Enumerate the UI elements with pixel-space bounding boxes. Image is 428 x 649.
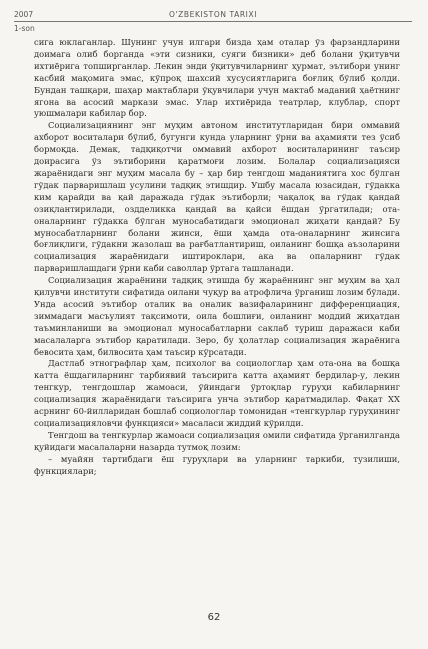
paragraph-1: сига юклаганлар. Шунинг учун илгари бизда ҳам оталар ўз фарзандларини доимага олиб борганда «эти сизники, суяги бизники» деб болани ўқитувчи ихтиёрига топширганлар. Лекин энди ўқитувчиларнинг ҳурмат, эътибори унинг касбий мақомига эмас, кўпроқ шахсий хусусиятларига боғлиқ бўлиб қолди. Бундан ташқари, шаҳар мактаблари ўқувчилари учун мактаб маданий ҳаётнинг ягона ва асосий маркази эмас. Улар ихтиёрида театрлар, клублар, спорт уюшмалари кабилар бор. <box>34 37 400 119</box>
page-number: 62 <box>207 612 221 623</box>
paragraph-2: Социализациянинг энг муҳим автоном институтларидан бири оммавий ахборот воситалари бўлиб, бугунги кунда уларнинг ўрни ва аҳамияти тез ўсиб бормоқда. Демак, тадқиқотчи оммавий ахборот воситаларининг таъсир доирасига ўз эътиборини қаратмоғи лозим. Болалар социализацияси жараёнидаги энг муҳим масала бу – ҳар бир тенгдош маданиятига хос бўлган гўдак парваришлаш усулини тадқиқ этишдир. Ушбу масала юзасидан, гўдакка ким қарайди ва қай даражада гўдак эътиборли; чақалоқ ва гўдак қандай озиқлантирилади, оздделикка қандай ва қайси ёшдан ўргатилади; ота-оналарнинг гўдакка бўлган муносабатидаги эмоционал жиҳати қандай? Бу муносабатларнинг болани жинси, ёши ҳамда ота-оналарнинг жинсига боғлиқлиги, гўдакни жазолаш ва рағбатлантириш, оиланинг бошқа аъзоларини социализация жараёнидаги иштироклари, ака ва опаларнинг гўдак парваришлашдаги ўрни каби саволлар ўртага ташланади. <box>34 120 400 274</box>
header-journal-title: O'ZBEKISTON TARIXI <box>168 10 258 19</box>
list-item-1: – муайян тартибдаги ёш гуруҳлари ва уларнинг таркиби, тузилиши, функциялари; <box>34 453 400 476</box>
header-year: 2007 <box>14 10 34 19</box>
paragraph-3: Социализация жараёнини тадқиқ этишда бу жараённинг энг муҳим ва ҳал қилувчи институти сифатида оилани чуқур ва атрофлича ўрганиш лозим бўлади. Унда асосий эътибор оталик ва оналик вазифаларининг дифференциация, зиммадаги масъулият тақсимоти, оила бошлиғи, оиланинг моддий жиҳатдан таъминланиши ва эмоционал муносабатларни саклаб туриш даражаси каби масалаларга эътибор қаратилади. Зеро, бу ҳолатлар социализация жараёнига бевосита ҳам, билвосита ҳам таъсир кўрсатади. <box>34 275 400 357</box>
article-body <box>34 37 400 478</box>
header-rule <box>14 21 412 22</box>
paragraph-4: Дастлаб этнографлар ҳам, психолог ва социологлар ҳам ота-она ва бошқа катта ёшдагиларнинг тарбиявий таъсирига катта аҳамият бердилар-у, лекин тенгкур, тенгдошлар жамоаси, ўйиндаги ўртоқлар гуруҳи кабиларнинг социализация жараёнидаги таъсирига унча эътибор қаратмадилар. Фақат XX асрнинг 60-йилларидан бошлаб социологлар томонидан «тенгкурлар гуруҳининг социализацияловчи функцияси» масаласи жиддий кўрилди. <box>34 358 400 428</box>
paragraph-5: Тенгдош ва тенгкурлар жамоаси социализация омили сифатида ўрганилганда қуйидаги масалаларни назарда тутмоқ лозим: <box>34 429 400 452</box>
header-issue: 1-son <box>14 24 35 33</box>
